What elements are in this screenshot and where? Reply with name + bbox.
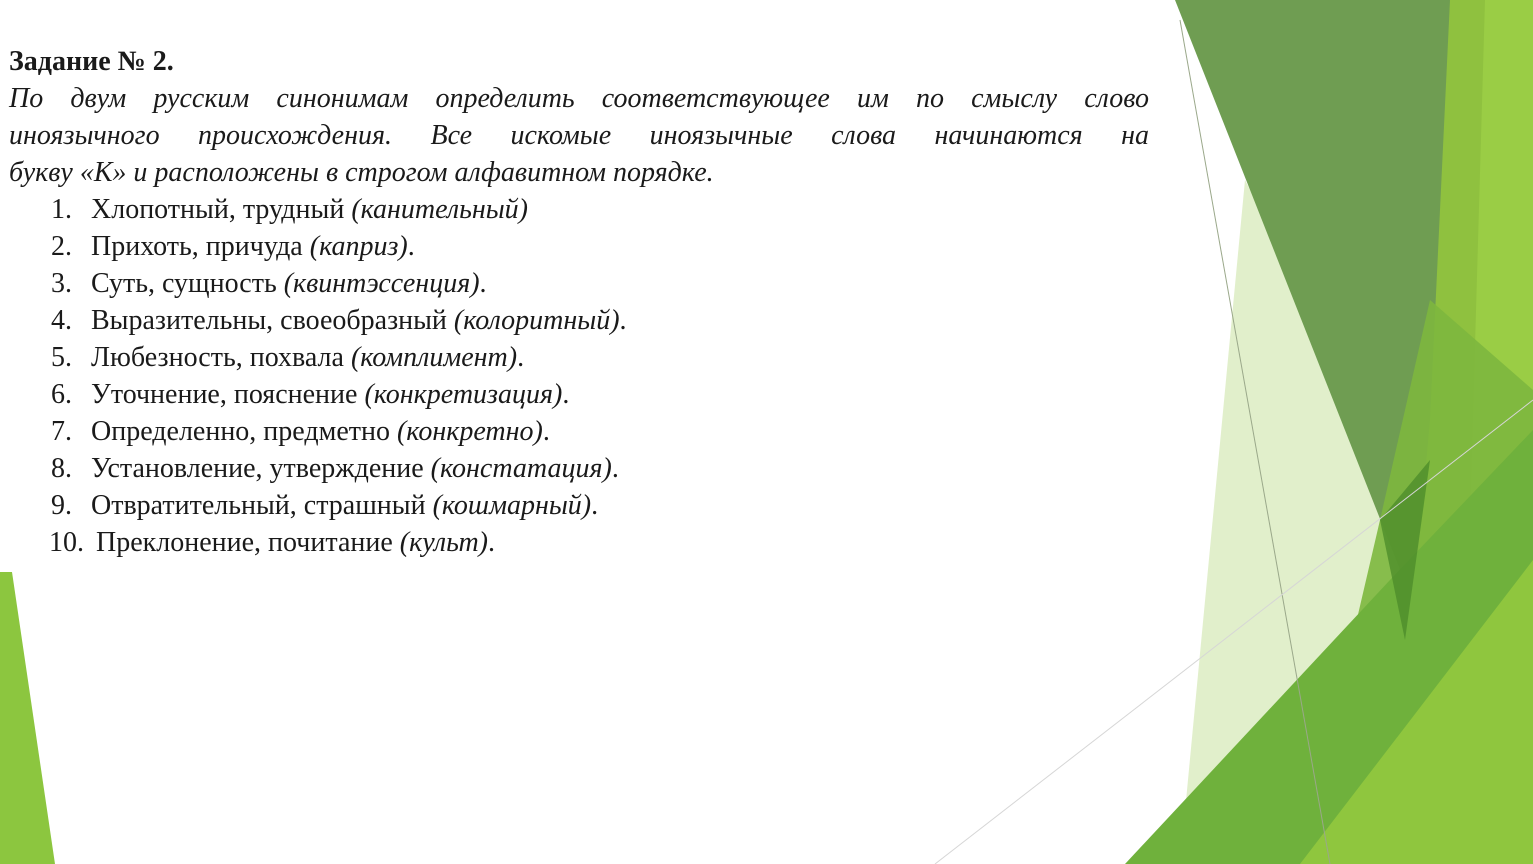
item-punct: .	[542, 416, 550, 447]
item-synonyms: Определенно, предметно	[91, 416, 390, 447]
answer-list	[9, 191, 1149, 561]
item-synonyms: Отвратительный, страшный	[91, 490, 426, 521]
list-item	[9, 487, 1149, 524]
list-item	[9, 450, 1149, 487]
item-punct: .	[479, 268, 487, 299]
item-number: 9.	[51, 490, 72, 521]
left-green-sliver	[0, 572, 55, 864]
item-answer: (кошмарный)	[432, 490, 592, 521]
instructions-line: иноязычного происхождения. Все искомые иноязычные слова начинаются на	[9, 120, 1149, 151]
instructions-line: букву «К» и расположены в строгом алфавитном порядке.	[9, 157, 714, 188]
item-answer: (конкретизация)	[364, 379, 563, 410]
item-punct: .	[562, 379, 570, 410]
instructions-line: По двум русским синонимам определить соответствующее им по смыслу слово	[9, 83, 1149, 114]
task-content	[9, 44, 1149, 561]
list-item	[9, 265, 1149, 302]
item-number: 5.	[51, 342, 72, 373]
item-punct: .	[488, 527, 495, 558]
list-item	[9, 376, 1149, 413]
item-synonyms: Преклонение, почитание	[96, 527, 393, 558]
task-title: Задание № 2.	[9, 46, 174, 77]
list-item	[9, 302, 1149, 339]
item-punct: .	[591, 490, 599, 521]
item-answer: (конкретно)	[396, 416, 543, 447]
list-item	[9, 413, 1149, 450]
item-synonyms: Прихоть, причуда	[91, 231, 303, 262]
item-punct: .	[611, 453, 619, 484]
item-answer: (квинтэссенция)	[283, 268, 480, 299]
item-number: 1.	[51, 194, 72, 225]
task-instructions	[9, 80, 1149, 191]
item-number: 4.	[51, 305, 72, 336]
item-number: 6.	[51, 379, 72, 410]
item-answer: (констатация)	[430, 453, 612, 484]
item-number: 2.	[51, 231, 72, 262]
list-item	[9, 228, 1149, 265]
item-answer: (колоритный)	[453, 305, 620, 336]
item-number: 10.	[49, 527, 84, 558]
item-answer: (комплимент)	[350, 342, 518, 373]
item-punct: .	[619, 305, 627, 336]
list-item	[9, 339, 1149, 376]
item-answer: (культ)	[399, 527, 488, 558]
item-number: 7.	[51, 416, 72, 447]
list-item	[9, 191, 1149, 228]
item-synonyms: Хлопотный, трудный	[91, 194, 345, 225]
item-punct: .	[407, 231, 415, 262]
list-item	[9, 524, 1149, 561]
item-punct: .	[517, 342, 525, 373]
item-number: 3.	[51, 268, 72, 299]
item-synonyms: Выразительны, своеобразный	[91, 305, 447, 336]
item-synonyms: Уточнение, пояснение	[91, 379, 358, 410]
item-synonyms: Любезность, похвала	[91, 342, 344, 373]
item-synonyms: Суть, сущность	[91, 268, 277, 299]
item-answer: (каприз)	[309, 231, 408, 262]
item-synonyms: Установление, утверждение	[91, 453, 424, 484]
item-answer: (канительный)	[351, 194, 529, 225]
item-number: 8.	[51, 453, 72, 484]
